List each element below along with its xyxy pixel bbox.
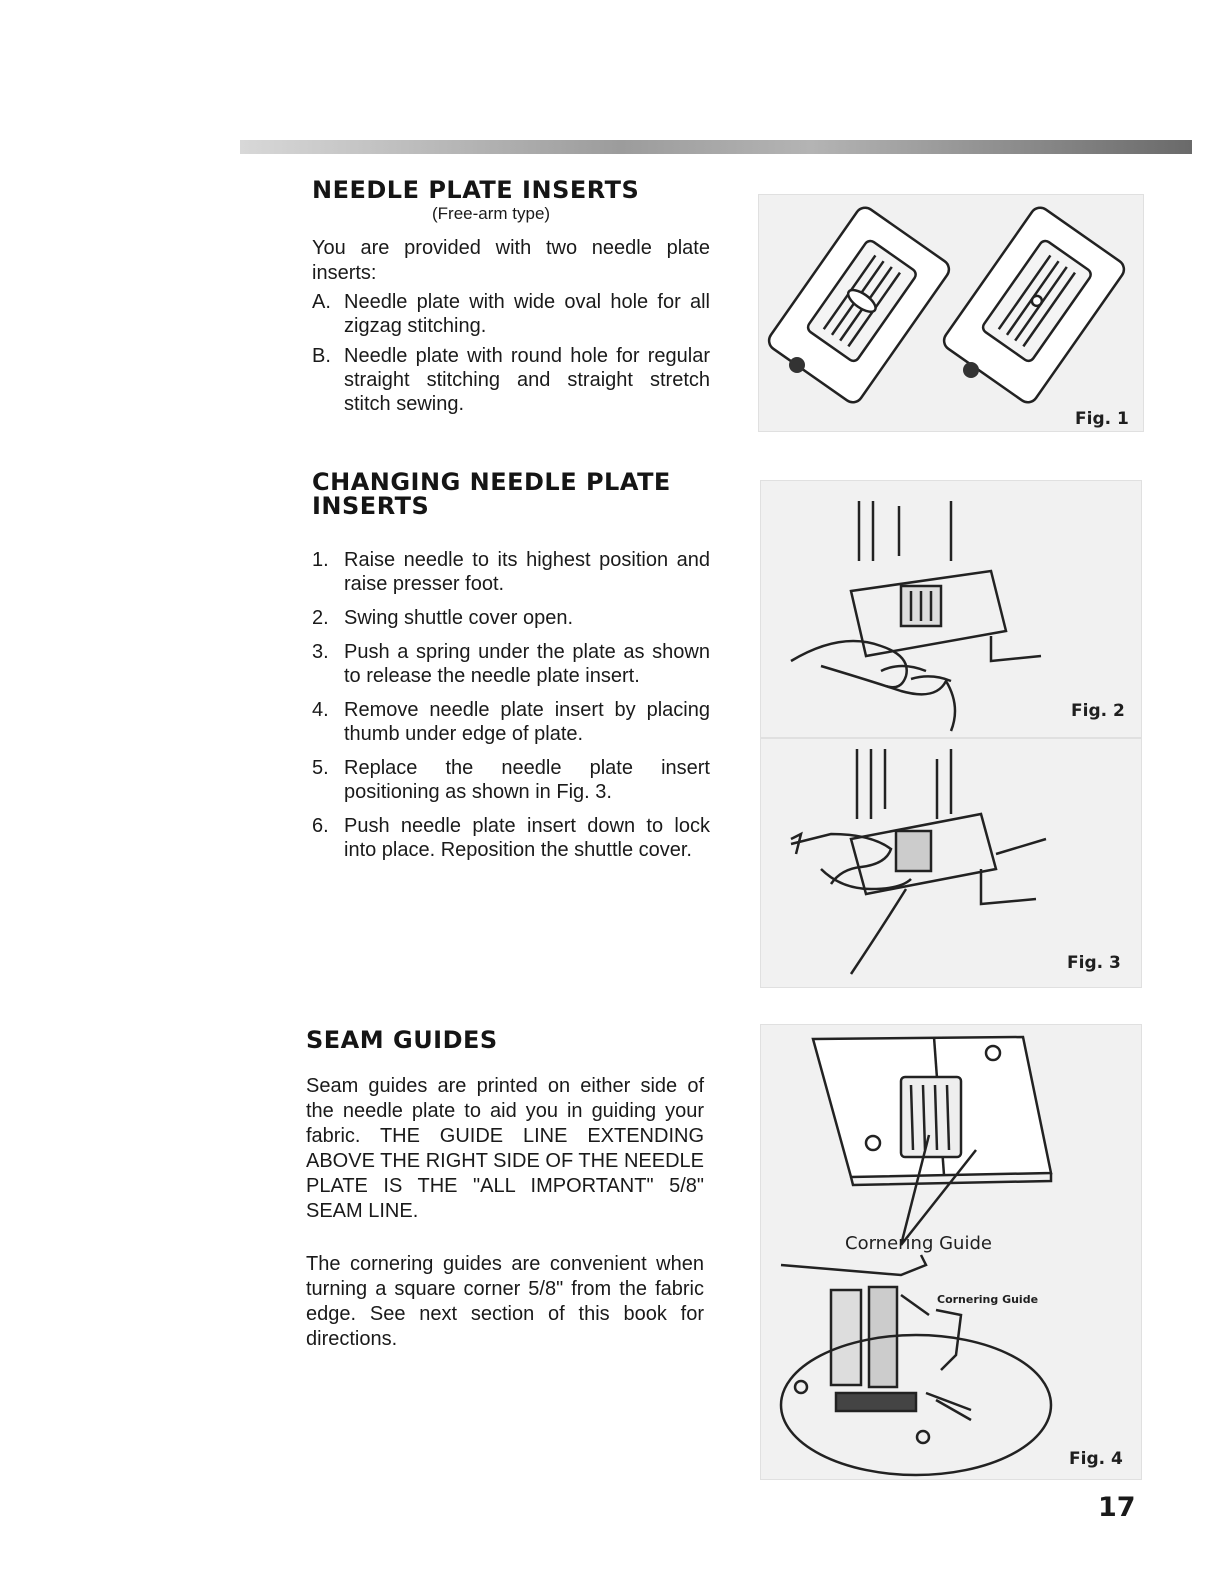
section-changing-inserts [312, 470, 710, 862]
list-item: 2. Swing shuttle cover open. [312, 607, 574, 629]
section-title: CHANGING NEEDLE PLATE INSERTS [312, 468, 671, 520]
needle-plates-illustration [759, 195, 1143, 431]
paragraph: The cornering guides are convenient when turning a square corner 5/8" from the fabric edge. See next section of this book for directions. [306, 1253, 704, 1350]
figure-3-replace-insert [760, 738, 1142, 988]
figure-4-seam-guides [760, 1024, 1142, 1480]
figure-label: Fig. 2 [1071, 701, 1125, 721]
top-decorative-rule [240, 140, 1192, 154]
figure-2-release-spring [760, 480, 1142, 738]
replace-insert-illustration [761, 739, 1141, 987]
page-number: 17 [1098, 1492, 1136, 1523]
figure-label: Fig. 1 [1075, 409, 1129, 429]
list-item: 1. Raise needle to its highest position and raise presser foot. [312, 549, 710, 595]
section-needle-plate-inserts [312, 178, 710, 416]
paragraph: Seam guides are printed on either side of the needle plate to aid you in guiding your fabric. THE GUIDE LINE EXTENDING ABOVE THE RIGHT SIDE OF THE NEEDLE PLATE IS THE "ALL IMPORTANT" 5/8" SEAM LINE. [306, 1075, 704, 1222]
list-item: 3. Push a spring under the plate as shown to release the needle plate insert. [312, 641, 710, 687]
release-spring-illustration [761, 481, 1141, 737]
section-title: SEAM GUIDES [306, 1026, 498, 1054]
list-item: A. Needle plate with wide oval hole for all zigzag stitching. [312, 291, 710, 337]
intro-text: You are provided with two needle plate inserts: [312, 237, 710, 284]
list-item: B. Needle plate with round hole for regular straight stitching and straight stretch stitch sewing. [312, 345, 710, 415]
figure-1-needle-plates [758, 194, 1144, 432]
cornering-guide-label: Cornering Guide [845, 1233, 992, 1254]
figure-label: Fig. 3 [1067, 953, 1121, 973]
cornering-guide-small-label: Cornering Guide [937, 1293, 1039, 1306]
list-item: 4. Remove needle plate insert by placing thumb under edge of plate. [312, 699, 710, 745]
list-item: 5. Replace the needle plate insert positioning as shown in Fig. 3. [312, 757, 710, 803]
section-subtitle: (Free-arm type) [432, 204, 551, 223]
section-seam-guides [306, 1028, 704, 1352]
figure-label: Fig. 4 [1069, 1449, 1123, 1469]
list-item: 6. Push needle plate insert down to lock into place. Reposition the shuttle cover. [312, 815, 710, 861]
section-title: NEEDLE PLATE INSERTS [312, 176, 640, 204]
